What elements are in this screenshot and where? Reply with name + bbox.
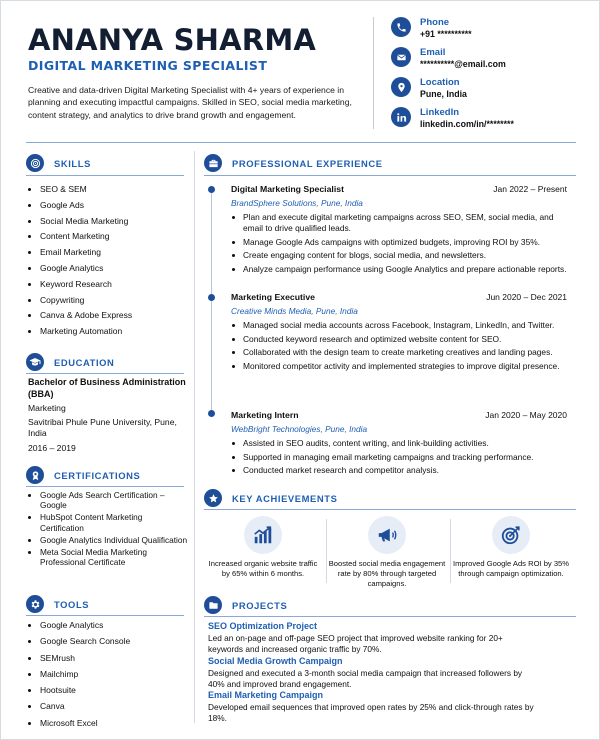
list-item: Google Analytics [28,620,130,636]
list-item: Conducted market research and competitor analysis. [231,465,571,476]
header-divider [373,17,374,129]
achievement-text: Increased organic website traffic by 65% within 6 months. [208,559,318,579]
job-dates: Jan 2022 – Present [493,184,567,194]
contact-label: Phone [420,17,450,28]
contact-value: linkedin.com/in/******** [420,119,514,129]
list-item: Google Search Console [28,636,130,652]
list-item: Marketing Automation [28,326,132,342]
section-title: CERTIFICATIONS [54,469,141,481]
job-bullets [231,212,571,277]
list-item: HubSpot Content Marketing Certification [28,512,188,532]
edu-degree: Bachelor of Business Administration (BBA) [28,377,186,399]
section-rule [26,175,184,176]
section-rule [26,615,184,616]
job-bullets [231,320,571,374]
list-item: Create engaging content for blogs, social media, and newsletters. [231,250,571,261]
gear-icon [26,595,44,613]
list-item: Google Analytics Individual Qualification [28,535,188,545]
folder-icon [204,596,222,614]
list-item: Google Ads Search Certification – Google [28,490,188,510]
project-title: Social Media Growth Campaign [208,656,343,666]
job-bullets [231,438,571,479]
job-dates: Jun 2020 – Dec 2021 [486,292,567,302]
list-item: Canva & Adobe Express [28,310,132,326]
list-item: Supported in managing email marketing campaigns and tracking performance. [231,452,571,463]
job-title: Marketing Executive [231,292,316,302]
section-rule [26,486,184,487]
job-company: BrandSphere Solutions, Pune, India [231,198,363,208]
star-icon [204,489,222,507]
contact-value: **********@email.com [420,59,506,69]
achievement-text: Boosted social media engagement rate by 80% through targeted campaigns. [328,559,446,589]
project-title: Email Marketing Campaign [208,690,324,700]
experience-heading [204,154,383,172]
timeline-dot [208,294,215,301]
section-rule [204,509,576,510]
list-item: Analyze campaign performance using Google Analytics and prepare actionable reports. [231,264,571,275]
list-item: Google Ads [28,200,132,216]
education-heading [26,353,114,371]
skills-list [28,184,132,342]
list-item: SEO & SEM [28,184,132,200]
job-title: Digital Marketing Specialist [231,184,344,194]
contact-label: Email [420,47,446,58]
contact-phone [391,17,472,40]
list-item: Email Marketing [28,247,132,263]
target-icon [492,516,530,554]
contact-value: +91 ********** [420,29,472,39]
list-item: Hootsuite [28,685,130,701]
contact-location [391,77,467,100]
list-item: Assisted in SEO audits, content writing, and link-building activities. [231,438,571,449]
list-item: Monitored competitor activity and implemented strategies to improve digital presence. [231,361,571,372]
section-title: PROJECTS [232,599,288,611]
linkedin-icon [391,107,411,127]
briefcase-icon [204,154,222,172]
achievement-item [452,516,570,579]
project-title: SEO Optimization Project [208,621,318,631]
certifications-heading [26,466,140,484]
list-item: Social Media Marketing [28,216,132,232]
edu-field: Marketing [28,403,66,413]
job-title: Marketing Intern [231,410,299,420]
contact-email [391,47,506,70]
skills-heading [26,154,91,172]
experience-timeline [211,187,212,417]
achievement-divider [326,519,327,583]
certifications-list [28,490,188,569]
achievement-item [328,516,446,590]
list-item: Conducted keyword research and optimized website content for SEO. [231,334,571,345]
achievement-item [204,516,322,579]
section-title: SKILLS [54,157,91,169]
list-item: Google Analytics [28,263,132,279]
tools-heading [26,595,89,613]
list-item: Manage Google Ads campaigns with optimized budgets, improving ROI by 35%. [231,237,571,248]
timeline-dot [208,186,215,193]
column-divider [194,151,195,723]
summary: Creative and data-driven Digital Marketing Specialist with 4+ years of experience in planning and executing impactful campaigns. Skilled in SEO, social media marketing, content strategy, and analytics to drive brand growth and engagement. [28,85,352,120]
location-icon [391,77,411,97]
section-title: TOOLS [54,598,90,610]
section-rule [204,175,576,176]
edu-school: Savitribai Phule Pune University, Pune, India [28,416,177,438]
megaphone-icon [368,516,406,554]
education-entry [28,377,188,454]
list-item: Canva [28,701,130,717]
candidate-title: DIGITAL MARKETING SPECIALIST [28,58,268,73]
section-title: EDUCATION [54,356,115,368]
achievement-divider [450,519,451,583]
contact-value: Pune, India [420,89,467,99]
growth-chart-icon [244,516,282,554]
certificate-icon [26,466,44,484]
list-item: Meta Social Media Marketing Professional Certificate [28,547,188,567]
achievements-heading [204,489,337,507]
timeline-dot [208,410,215,417]
target-icon [26,154,44,172]
section-rule [26,373,184,374]
list-item: Microsoft Excel [28,718,130,734]
contact-label: LinkedIn [420,107,460,118]
contact-label: Location [420,77,460,88]
achievement-text: Improved Google Ads ROI by 35% through campaign optimization. [452,559,570,579]
graduation-cap-icon [26,353,44,371]
job-company: Creative Minds Media, Pune, India [231,306,358,316]
list-item: Managed social media accounts across Facebook, Instagram, LinkedIn, and Twitter. [231,320,571,331]
tools-list [28,620,130,734]
list-item: SEMrush [28,653,130,669]
list-item: Keyword Research [28,279,132,295]
job-company: WebBright Technologies, Pune, India [231,424,368,434]
list-item: Collaborated with the design team to create marketing creatives and landing pages. [231,347,571,358]
list-item: Plan and execute digital marketing campaigns across SEO, SEM, social media, and email to drive qualified leads. [231,212,571,234]
list-item: Mailchimp [28,669,130,685]
candidate-name: ANANYA SHARMA [28,23,317,57]
section-title: PROFESSIONAL EXPERIENCE [232,157,383,169]
contact-linkedin [391,107,514,130]
list-item: Copywriting [28,295,132,311]
header-rule [26,142,576,143]
project-description: Designed and executed a 3-month social media campaign that increased followers by 40% and improved brand engagement. [208,668,523,689]
project-description: Led an on-page and off-page SEO project that improved website ranking for 20+ keywords and increased organic traffic by 70%. [208,633,503,654]
phone-icon [391,17,411,37]
projects-heading [204,596,287,614]
email-icon [391,47,411,67]
project-description: Developed email sequences that improved open rates by 25% and click-through rates by 18%. [208,702,534,723]
section-rule [204,616,576,617]
section-title: KEY ACHIEVEMENTS [232,492,338,504]
job-dates: Jan 2020 – May 2020 [485,410,567,420]
list-item: Content Marketing [28,231,132,247]
edu-years: 2016 – 2019 [28,442,76,453]
